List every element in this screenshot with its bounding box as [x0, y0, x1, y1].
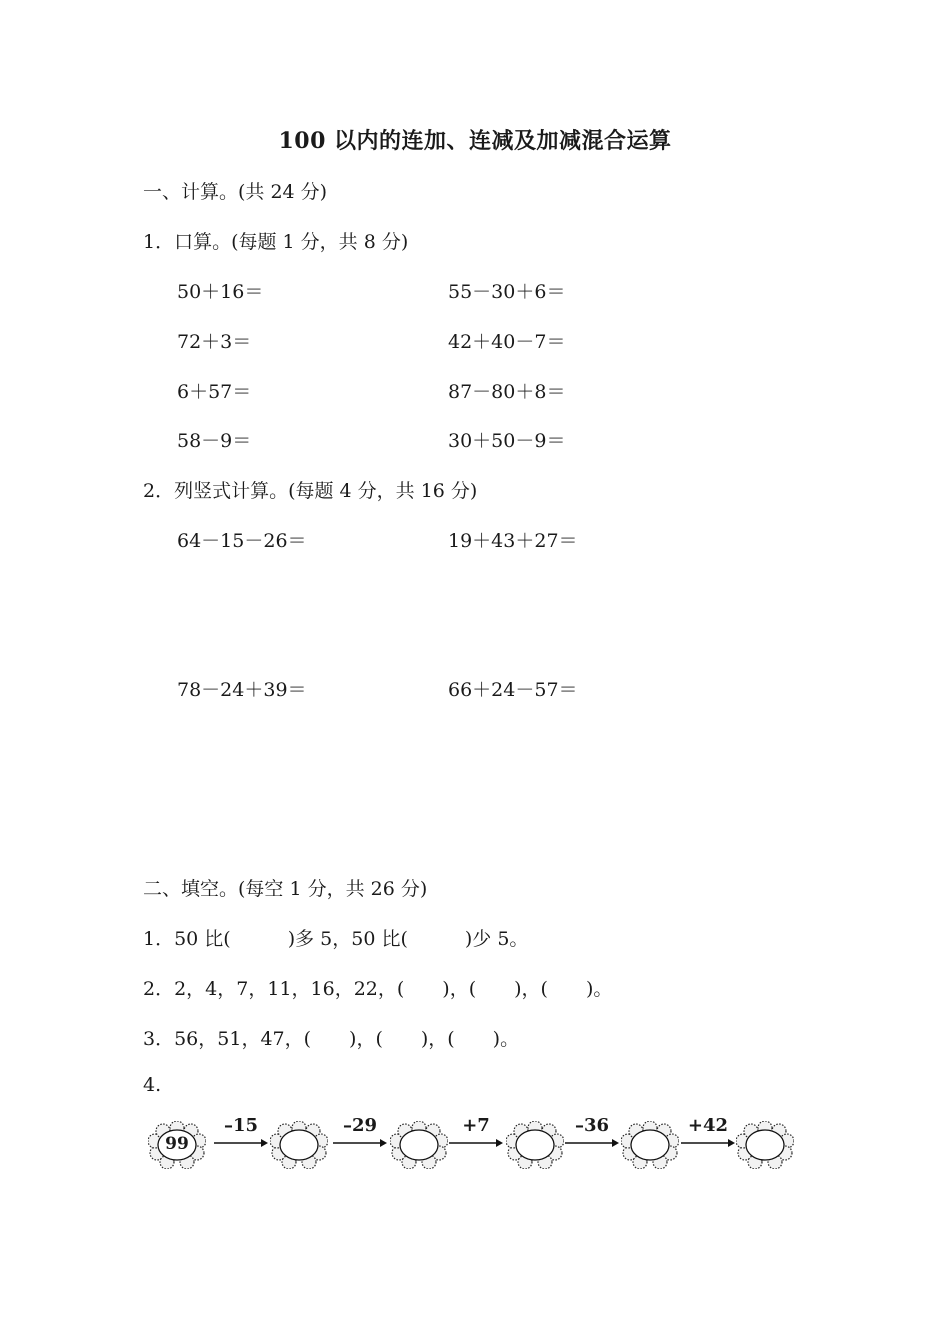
- vertical-expr-3: 78－24＋39＝: [177, 679, 307, 701]
- flower-outline-icon: [270, 1121, 328, 1169]
- right-arrow-icon: [332, 1137, 388, 1149]
- right-arrow-icon: [564, 1137, 620, 1149]
- chain-step-2: [332, 1115, 388, 1155]
- flower-shape-blank-1[interactable]: [270, 1121, 328, 1169]
- question-1-label: 1．口算。(每题 1 分，共 8 分): [143, 231, 409, 253]
- fill-question-1: 1．50 比( )多 5，50 比( )少 5。: [143, 928, 529, 950]
- flower-shape-blank-2[interactable]: [390, 1121, 448, 1169]
- vertical-expr-4: 66＋24－57＝: [448, 679, 578, 701]
- fill-question-2: 2．2，4，7，11，16，22，( )，( )，( )。: [143, 978, 613, 1000]
- oral-expr-5: 55－30＋6＝: [448, 281, 566, 303]
- number-chain: [148, 1115, 808, 1175]
- right-arrow-icon: [448, 1137, 504, 1149]
- flower-shape-blank-3[interactable]: [506, 1121, 564, 1169]
- flower-outline-icon: [621, 1121, 679, 1169]
- chain-step-5-label: +42: [687, 1115, 729, 1136]
- oral-expr-4: 58－9＝: [177, 430, 252, 452]
- oral-expr-2: 72＋3＝: [177, 331, 252, 353]
- oral-expr-1: 50＋16＝: [177, 281, 264, 303]
- flower-shape-blank-5[interactable]: [736, 1121, 794, 1169]
- chain-start-value: 99: [165, 1134, 189, 1154]
- oral-expr-3: 6＋57＝: [177, 381, 252, 403]
- flower-outline-icon: [506, 1121, 564, 1169]
- vertical-expr-1: 64－15－26＝: [177, 530, 307, 552]
- question-2-label: 2．列竖式计算。(每题 4 分，共 16 分): [143, 480, 478, 502]
- flower-outline-icon: [736, 1121, 794, 1169]
- oral-expr-8: 30＋50－9＝: [448, 430, 566, 452]
- section-2-heading: 二、填空。(每空 1 分，共 26 分): [143, 878, 428, 900]
- oral-expr-6: 42＋40－7＝: [448, 331, 566, 353]
- chain-step-1-label: –15: [223, 1115, 259, 1136]
- chain-step-4-label: –36: [574, 1115, 610, 1136]
- flower-outline-icon: [390, 1121, 448, 1169]
- chain-step-1: [213, 1115, 269, 1155]
- chain-step-3-label: +7: [462, 1115, 490, 1136]
- chain-step-5: [680, 1115, 736, 1155]
- section-1-heading: 一、计算。(共 24 分): [143, 181, 328, 203]
- right-arrow-icon: [680, 1137, 736, 1149]
- oral-expr-7: 87－80＋8＝: [448, 381, 566, 403]
- chain-step-4: [564, 1115, 620, 1155]
- page-title: 100 以内的连加、连减及加减混合运算: [278, 128, 672, 154]
- fill-question-4-label: 4.: [143, 1074, 162, 1096]
- chain-step-2-label: –29: [342, 1115, 378, 1136]
- right-arrow-icon: [213, 1137, 269, 1149]
- chain-step-3: [448, 1115, 504, 1155]
- flower-shape-blank-4[interactable]: [621, 1121, 679, 1169]
- flower-shape-start: [148, 1121, 206, 1169]
- vertical-expr-2: 19＋43＋27＝: [448, 530, 578, 552]
- fill-question-3: 3．56，51，47，( )，( )，( )。: [143, 1028, 520, 1050]
